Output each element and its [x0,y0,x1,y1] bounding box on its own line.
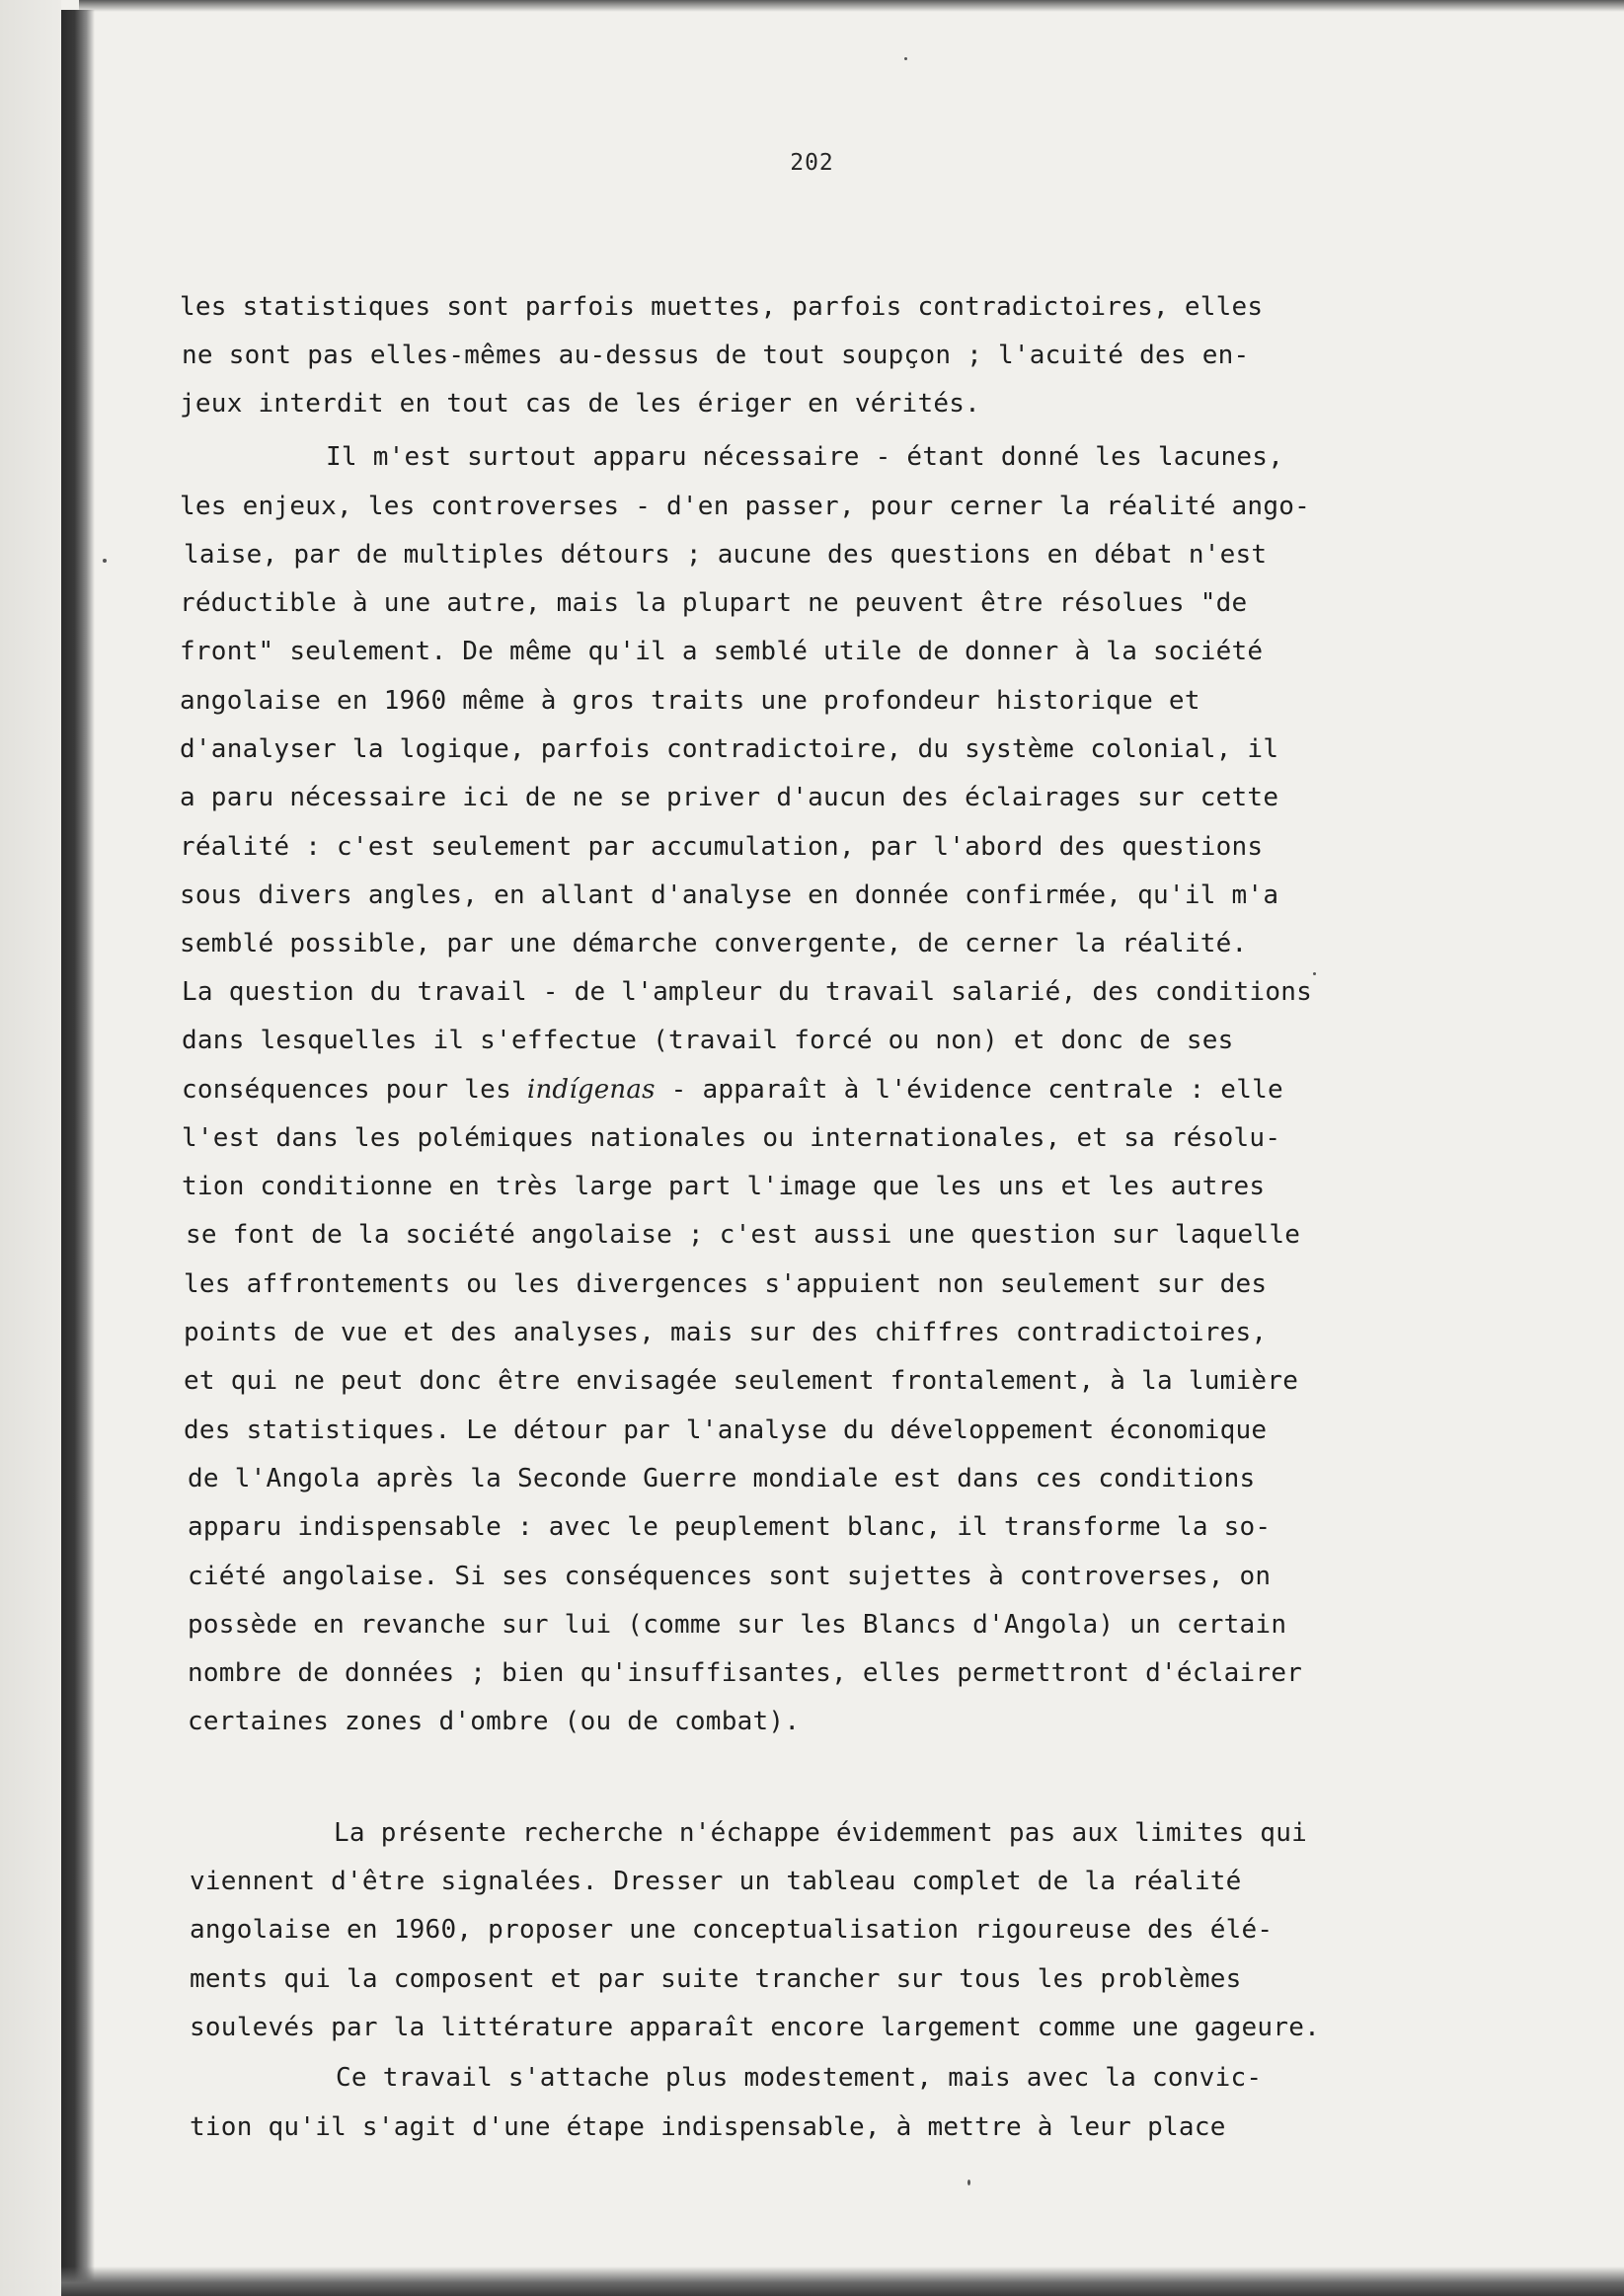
scan-speck [1313,972,1316,975]
page-binding-edge [61,10,95,2290]
text-line: La question du travail - de l'ampleur du travail salarié, des conditions [182,977,1313,1007]
text-line: sous divers angles, en allant d'analyse en donnée confirmée, qu'il m'a [180,880,1279,910]
text-segment: - apparaît à l'évidence centrale : elle [655,1075,1283,1105]
text-line: ments qui la composent et par suite trancher sur tous les problèmes [190,1964,1242,1994]
text-line: possède en revanche sur lui (comme sur les Blancs d'Angola) un certain [188,1610,1287,1640]
scan-margin [0,0,61,2296]
text-line: angolaise en 1960 même à gros traits une profondeur historique et [180,686,1200,716]
text-line: a paru nécessaire ici de ne se priver d'aucun des éclairages sur cette [180,783,1279,812]
text-line: soulevés par la littérature apparaît encore largement comme une gageure. [190,2013,1321,2042]
text-line: des statistiques. Le détour par l'analyse du développement économique [184,1416,1268,1445]
text-line: apparu indispensable : avec le peuplement blanc, il transforme la so- [188,1512,1272,1542]
text-line: ciété angolaise. Si ses conséquences sont sujettes à controverses, on [188,1562,1272,1591]
text-line: Ce travail s'attache plus modestement, mais avec la convic- [336,2063,1263,2093]
text-line: Il m'est surtout apparu nécessaire - étant donné les lacunes, [326,442,1284,472]
text-line: ne sont pas elles-mêmes au-dessus de tout soupçon ; l'acuité des en- [182,341,1250,370]
text-line: se font de la société angolaise ; c'est aussi une question sur laquelle [186,1220,1301,1250]
text-line: viennent d'être signalées. Dresser un tableau complet de la réalité [190,1867,1242,1896]
text-line: La présente recherche n'échappe évidemment pas aux limites qui [334,1818,1308,1848]
text-line: front" seulement. De même qu'il a semblé utile de donner à la société [180,637,1264,666]
text-line: réalité : c'est seulement par accumulation, par l'abord des questions [180,832,1264,862]
page-top-edge [79,0,1624,12]
text-line: les statistiques sont parfois muettes, parfois contradictoires, elles [180,292,1264,322]
text-line: certaines zones d'ombre (ou de combat). [188,1707,801,1736]
text-line: angolaise en 1960, proposer une conceptualisation rigoureuse des élé- [190,1915,1274,1945]
text-line: les affrontements ou les divergences s'appuient non seulement sur des [184,1269,1268,1299]
text-line: semblé possible, par une démarche convergente, de cerner la réalité. [180,929,1248,958]
text-line: d'analyser la logique, parfois contradictoire, du système colonial, il [180,734,1279,764]
text-line: points de vue et des analyses, mais sur des chiffres contradictoires, [184,1318,1268,1347]
text-line: jeux interdit en tout cas de les ériger en vérités. [180,389,981,419]
text-line: les enjeux, les controverses - d'en passer, pour cerner la réalité ango- [180,492,1311,521]
scan-speck [967,2180,970,2185]
scan-speck [103,559,107,563]
text-line: tion conditionne en très large part l'image que les uns et les autres [182,1172,1266,1201]
text-line: de l'Angola après la Seconde Guerre mondiale est dans ces conditions [188,1464,1256,1493]
page-number: 202 [790,150,834,176]
text-line: dans lesquelles il s'effectue (travail forcé ou non) et donc de ses [182,1026,1234,1055]
text-line: réductible à une autre, mais la plupart ne peuvent être résolues "de [180,588,1248,618]
page-bottom-edge [61,2266,1624,2296]
text-line: laise, par de multiples détours ; aucune des questions en débat n'est [184,540,1268,570]
text-line: et qui ne peut donc être envisagée seulement frontalement, à la lumière [184,1366,1299,1396]
text-line: tion qu'il s'agit d'une étape indispensable, à mettre à leur place [190,2112,1226,2142]
text-line [182,1073,1283,1107]
scan-speck [904,57,907,60]
text-segment: conséquences pour les [182,1075,527,1105]
text-line: nombre de données ; bien qu'insuffisantes, elles permettront d'éclairer [188,1658,1303,1688]
italic-term: indígenas [526,1075,656,1105]
text-line: l'est dans les polémiques nationales ou internationales, et sa résolu- [182,1123,1281,1153]
